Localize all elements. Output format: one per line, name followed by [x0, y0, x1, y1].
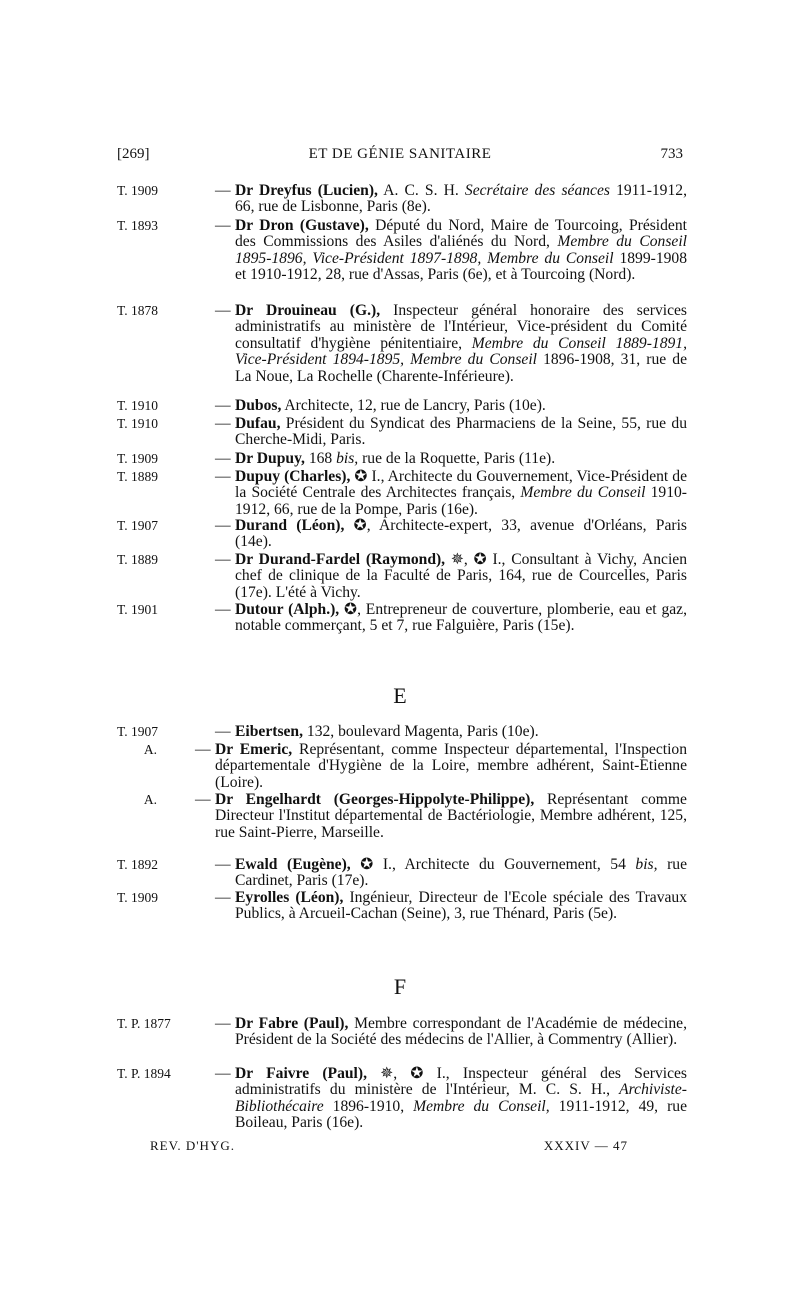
- entry-text: ✪ I., Architecte du Gouvernement, Vice-Président de la Société Centrale des Architectes français,: [235, 468, 687, 502]
- entry-tail: rue de la Roquette, Paris (11e).: [358, 450, 556, 467]
- entry-name: Dr Engelhardt (Georges-Hippolyte-Philippe),: [215, 791, 535, 808]
- entry-tail: rue Cardinet, Paris (17e).: [235, 856, 687, 890]
- entry-text: A. C. S. H.: [377, 182, 465, 199]
- entry-prefix: T. 1889: [117, 552, 158, 567]
- entry-emeric: A. — Dr Emeric, Représentant, comme Inspecteur départemental, l'Inspection départementale d'Hygiène de la Loire, membre adhérent, Saint-Etienne (Loire).: [117, 742, 687, 791]
- page-ref: [269]: [117, 146, 150, 162]
- entry-name: Dr Durand-Fardel (Raymond),: [235, 551, 446, 568]
- entry-name: Dr Dupuy,: [235, 450, 305, 467]
- entry-prefix: T. 1878: [117, 303, 158, 318]
- entry-prefix: A.: [143, 742, 157, 757]
- entry-dupuy-charles: T. 1889 — Dupuy (Charles), ✪ I., Architecte du Gouvernement, Vice-Président de la Société Centrale des Architectes français, Membre du Conseil 1910-1912, 66, rue de la Pompe, Paris (16e).: [117, 468, 687, 518]
- entry-prefix: T. 1907: [117, 518, 158, 533]
- entry-drouineau: T. 1878 — Dr Drouineau (G.), Inspecteur général honoraire des services administratifs au ministère de l'Intérieur, Vice-président du Comité consultatif d'hygiène pénitentiaire, Membre du Conseil 1889-1891, Vice-Président 1894-1895, Membre du Conseil 1896-1908, 31, rue de La Noue, La Rochelle (Charente-Inférieure).: [117, 302, 687, 385]
- volume-signature: XXXIV — 47: [543, 1138, 628, 1153]
- entry-text: Membre correspondant de l'Académie de médecine, Président de la Société des médecins de l'Allier, à Commentry (Allier).: [235, 1015, 687, 1049]
- page-number: 733: [660, 146, 683, 162]
- entry-text: 132, boulevard Magenta, Paris (10e).: [303, 723, 539, 740]
- entry-italic: Membre du Conseil 1895-1896, Vice-Président 1897-1898, Membre du Conseil: [235, 233, 687, 267]
- entry-italic: bis,: [635, 856, 658, 873]
- entry-fabre: T. P. 1877 — Dr Fabre (Paul), Membre correspondant de l'Académie de médecine, Président de la Société des médecins de l'Allier, à Commentry (Allier).: [117, 1015, 687, 1049]
- entry-italic-2: Membre du Conseil,: [413, 1097, 550, 1115]
- entry-prefix: T. 1901: [117, 602, 158, 617]
- entry-prefix: T. 1893: [117, 218, 158, 233]
- entry-name: Dubos,: [235, 397, 282, 414]
- entry-name: Dutour (Alph.),: [235, 601, 340, 618]
- entry-prefix: A.: [143, 792, 157, 807]
- entry-dutour: T. 1901 — Dutour (Alph.), ✪, Entrepreneur de couverture, plomberie, eau et gaz, notable commerçant, 5 et 7, rue Falguière, Paris (15e).: [117, 601, 687, 635]
- entry-name: Dr Fabre (Paul),: [235, 1015, 349, 1032]
- entry-text: ✵, ✪ I., Inspecteur général des Services administratifs du ministère de l'Intérieur, M. C. S. H.,: [235, 1065, 688, 1099]
- entry-text: ✪ I., Architecte du Gouvernement, 54: [350, 856, 636, 873]
- entry-prefix: T. 1910: [117, 398, 158, 413]
- entry-tail: 1911-1912, 66, rue de Lisbonne, Paris (8e).: [235, 182, 687, 216]
- entry-text: Architecte, 12, rue de Lancry, Paris (10e).: [281, 397, 546, 414]
- section-letter-e: E: [393, 683, 407, 708]
- entry-text: Député du Nord, Maire de Tourcoing, Président des Commissions des Asiles d'aliénés du Nord,: [235, 217, 687, 251]
- entry-text: Président du Syndicat des Pharmaciens de la Seine, 55, rue du Cherche-Midi, Paris.: [235, 415, 687, 449]
- entry-text: Représentant comme Directeur l'Institut départemental de Bactériologie, Membre adhérent, 125, rue Saint-Pierre, Marseille.: [215, 791, 687, 841]
- entry-prefix: T. 1909: [117, 890, 158, 905]
- entry-name: Dr Dreyfus (Lucien),: [235, 182, 378, 199]
- entry-text: ✵, ✪ I., Consultant à Vichy, Ancien chef de clinique de la Faculté de Paris, 164, rue de Courcelles, Paris (17e). L'été à Vichy.: [235, 551, 687, 601]
- entry-prefix: T. 1907: [117, 724, 158, 739]
- entry-italic: Secrétaire des séances: [464, 182, 610, 199]
- section-letter-f: F: [393, 974, 407, 999]
- entry-italic: Membre du Conseil 1889-1891, Vice-Président 1894-1895, Membre du Conseil: [235, 334, 687, 369]
- entry-engelhardt: A. — Dr Engelhardt (Georges-Hippolyte-Philippe), Représentant comme Directeur l'Institut départemental de Bactériologie, Membre adhérent, 125, rue Saint-Pierre, Marseille.: [117, 792, 687, 841]
- entry-prefix: T. P. 1894: [117, 1066, 171, 1081]
- entry-tail: 1896-1910,: [323, 1097, 414, 1115]
- entry-name: Dupuy (Charles),: [235, 468, 351, 485]
- running-title: ET DE GÉNIE SANITAIRE: [308, 146, 492, 162]
- entry-tail: 1910-1912, 66, rue de la Pompe, Paris (16e).: [235, 484, 687, 518]
- entry-name: Durand (Léon),: [235, 517, 345, 534]
- entry-prefix: T. P. 1877: [117, 1016, 171, 1031]
- journal-abbrev: REV. D'HYG.: [150, 1138, 235, 1153]
- entry-name: Dr Emeric,: [215, 741, 293, 758]
- entry-dron: T. 1893 — Dr Dron (Gustave), Député du Nord, Maire de Tourcoing, Président des Commissions des Asiles d'aliénés du Nord, Membre du Conseil 1895-1896, Vice-Président 1897-1898, Membre du Conseil 1899-1908 et 1910-1912, 28, rue d'Assas, Paris (6e), et à Tourcoing (Nord).: [117, 217, 688, 284]
- entry-dupuy: T. 1909 — Dr Dupuy, 168 bis, rue de la Roquette, Paris (11e).: [117, 450, 556, 467]
- entry-dreyfus: T. 1909 — Dr Dreyfus (Lucien), A. C. S. H. Secrétaire des séances 1911-1912, 66, rue de Lisbonne, Paris (8e).: [117, 182, 687, 216]
- entry-durand-fardel: T. 1889 — Dr Durand-Fardel (Raymond), ✵, ✪ I., Consultant à Vichy, Ancien chef de clinique de la Faculté de Paris, 164, rue de Courcelles, Paris (17e). L'été à Vichy.: [117, 551, 687, 601]
- entry-tail: 1896-1908, 31, rue de La Noue, La Rochelle (Charente-Inférieure).: [235, 351, 687, 385]
- entry-eyrolles: T. 1909 — Eyrolles (Léon), Ingénieur, Directeur de l'Ecole spéciale des Travaux Publics, à Arcueil-Cachan (Seine), 3, rue Thénard, Paris (5e).: [117, 889, 687, 923]
- entry-prefix: T. 1909: [117, 451, 158, 466]
- entry-italic: Archiviste-Bibliothécaire: [235, 1081, 687, 1115]
- entry-prefix: T. 1889: [117, 469, 158, 484]
- entry-name: Eyrolles (Léon),: [235, 889, 344, 906]
- entry-name: Dr Faivre (Paul),: [235, 1065, 367, 1082]
- entry-text: Représentant, comme Inspecteur départemental, l'Inspection départementale d'Hygiène de la Loire, membre adhérent, Saint-Etienne (Loire).: [215, 741, 688, 791]
- entry-eibertsen: T. 1907 — Eibertsen, 132, boulevard Magenta, Paris (10e).: [117, 723, 539, 740]
- entry-italic: bis,: [336, 450, 359, 467]
- entry-prefix: T. 1892: [117, 857, 158, 872]
- entry-prefix: T. 1910: [117, 416, 158, 431]
- entry-tail-2: 1911-1912, 49, rue Boileau, Paris (16e).: [235, 1097, 687, 1132]
- entry-durand: T. 1907 — Durand (Léon), ✪, Architecte-expert, 33, avenue d'Orléans, Paris (14e).: [117, 517, 687, 551]
- entry-name: Ewald (Eugène),: [235, 856, 351, 873]
- entry-ewald: T. 1892 — Ewald (Eugène), ✪ I., Architecte du Gouvernement, 54 bis, rue Cardinet, Paris (17e).: [117, 856, 687, 890]
- entry-name: Dr Drouineau (G.),: [235, 302, 381, 319]
- entry-name: Dufau,: [235, 415, 281, 432]
- entry-name: Eibertsen,: [235, 723, 304, 740]
- entry-text: 168: [304, 450, 337, 467]
- entry-dubos: T. 1910 — Dubos, Architecte, 12, rue de Lancry, Paris (10e).: [117, 397, 546, 414]
- page-header: [117, 146, 683, 168]
- entry-prefix: T. 1909: [117, 183, 158, 198]
- entry-text: ✪, Architecte-expert, 33, avenue d'Orléans, Paris (14e).: [235, 517, 687, 551]
- entry-text: Ingénieur, Directeur de l'Ecole spéciale des Travaux Publics, à Arcueil-Cachan (Seine), 3, rue Thénard, Paris (5e).: [235, 889, 687, 923]
- entry-italic: Membre du Conseil: [520, 484, 646, 502]
- entry-faivre: T. P. 1894 — Dr Faivre (Paul), ✵, ✪ I., Inspecteur général des Services administratifs du ministère de l'Intérieur, M. C. S. H., Archiviste-Bibliothécaire 1896-1910, Membre du Conseil, 1911-1912, 49, rue Boileau, Paris (16e).: [117, 1065, 688, 1132]
- entry-name: Dr Dron (Gustave),: [235, 217, 369, 234]
- entry-text: Inspecteur général honoraire des services administratifs au ministère de l'Intérieur, Vice-président du Comité consultatif d'hygiène pénitentiaire,: [235, 302, 687, 352]
- entry-tail: 1899-1908 et 1910-1912, 28, rue d'Assas, Paris (6e), et à Tourcoing (Nord).: [235, 249, 688, 284]
- entry-text: ✪, Entrepreneur de couverture, plomberie, eau et gaz, notable commerçant, 5 et 7, rue Falguière, Paris (15e).: [235, 601, 687, 635]
- entry-dufau: T. 1910 — Dufau, Président du Syndicat des Pharmaciens de la Seine, 55, rue du Cherche-Midi, Paris.: [117, 415, 687, 449]
